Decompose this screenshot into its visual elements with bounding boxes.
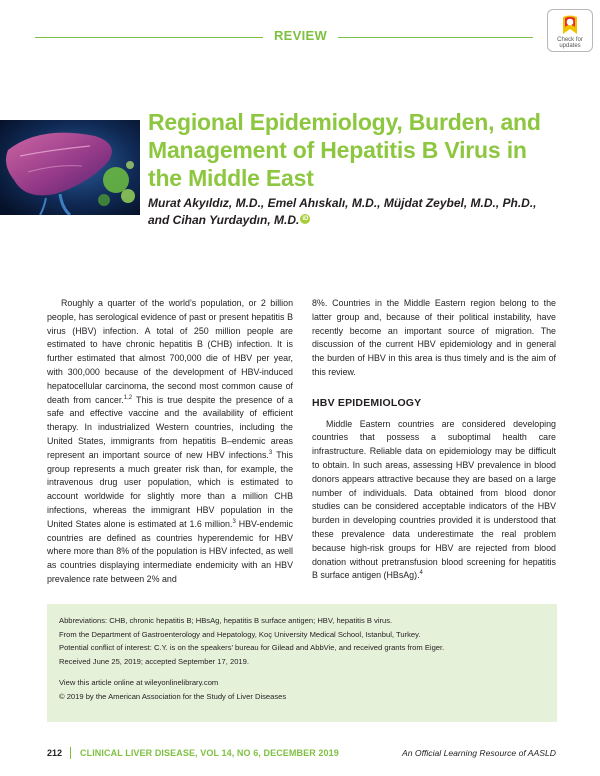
body-paragraph: 8%. Countries in the Middle Eastern region belong to the latter group and, because of their political instability, have recently become an important source of migration. The discussion of the current HBV epidemiology and in general the burden of HBV in this area is thus timely and is the aim of this review. <box>312 298 556 377</box>
journal-citation: CLINICAL LIVER DISEASE, VOL 14, NO 6, DECEMBER 2019 <box>80 748 339 758</box>
header-rule-left <box>35 37 263 38</box>
abbreviations-note: Abbreviations: CHB, chronic hepatitis B; HBsAg, hepatitis B surface antigen; HBV, hepatitis B virus. <box>59 616 393 625</box>
author-list <box>148 195 558 229</box>
online-link[interactable]: View this article online at wileyonlinelibrary.com <box>59 678 219 688</box>
article-info-box <box>47 604 557 722</box>
dates-note: Received June 25, 2019; accepted September 17, 2019. <box>59 656 249 666</box>
check-for-updates-badge[interactable] <box>547 9 593 52</box>
footer-separator <box>70 747 71 759</box>
body-column-right <box>312 297 556 583</box>
badge-text-line1: Check for <box>557 37 583 43</box>
author-names: Murat Akyıldız, M.D., Emel Ahıskalı, M.D., Müjdat Zeybel, M.D., Ph.D., and Cihan Yurdaydın, M.D. <box>148 196 537 227</box>
copyright-note: © 2019 by the American Association for the Study of Liver Diseases <box>59 691 287 701</box>
header-rule-right <box>338 37 533 38</box>
conflict-note: Potential conflict of interest: C.Y. is on the speakers’ bureau for Gilead and AbbVie, and received grants from Eiger. <box>59 643 445 653</box>
journal-tagline: An Official Learning Resource of AASLD <box>402 748 556 758</box>
section-heading: HBV EPIDEMIOLOGY <box>312 396 422 409</box>
body-column-left <box>47 297 293 587</box>
body-paragraph: Roughly a quarter of the world’s population, or 2 billion people, has serological evidence of past or present hepatitis B virus (HBV) infection. A total of 250 million people are estimated to have chronic hepatitis B (CHB) infection. It is further estimated that almost 700,000 die of HBV per year, with 300,000 because of the development of HBV-induced hepatocellular carcinoma, the second most common cause of death from cancer.$^{1,2}$ This is true despite the presence of a safe and effective vaccine and the availability of efficient therapy. In industrialized Western countries, including the United States, immigrants from hepatitis B–endemic areas represent an important source of new HBV infections.$^3$ This group represents a much greater risk than, for example, the intravenous drug user population, which is estimated to account worldwide for slightly more than a million CHB infections, whereas the immigrant HBV population in the United States alone is estimated at 1.6 million.$^3$ HBV-endemic countries are defined as countries hyperendemic for HBV where more than 8% of the population is HBV infected, as well as countries displaying intermediate endemicity with an HBV prevalence rate between 2% and <box>47 298 293 584</box>
body-paragraph: Middle Eastern countries are considered developing countries that possess a suboptimal health care infrastructure. Reliable data on epidemiology may be difficult to obtain. In such areas, assessing HBV prevalence in blood donors appears attractive because they are based on a large number of individuals. Data obtained from blood donor studies can be considered acceptable indicators of the HBV burden in developing countries provided it is understood that these prevalence data underestimate the real problem because high-risk groups for HBV are rejected from blood donation without pretransfusion blood screening for hepatitis B surface antigen (HBsAg).$^4$ <box>312 418 556 581</box>
reference-citation[interactable]: 4 <box>419 570 423 577</box>
section-label: REVIEW <box>273 28 328 43</box>
affiliation-note: From the Department of Gastroenterology and Hepatology, Koç University Medical School, Istanbul, Turkey. <box>59 629 421 639</box>
reference-citation[interactable]: 3 <box>232 518 236 525</box>
badge-text-line2: updates <box>559 43 581 49</box>
crossmark-icon <box>561 14 579 36</box>
article-title: Regional Epidemiology, Burden, and Management of Hepatitis B Virus in the Middle East <box>148 109 541 191</box>
reference-citation[interactable]: 1,2 <box>123 394 133 401</box>
page-number: 212 <box>47 748 63 758</box>
orcid-icon[interactable]: iD <box>302 216 309 222</box>
reference-citation[interactable]: 3 <box>268 449 273 456</box>
liver-illustration <box>0 120 140 215</box>
